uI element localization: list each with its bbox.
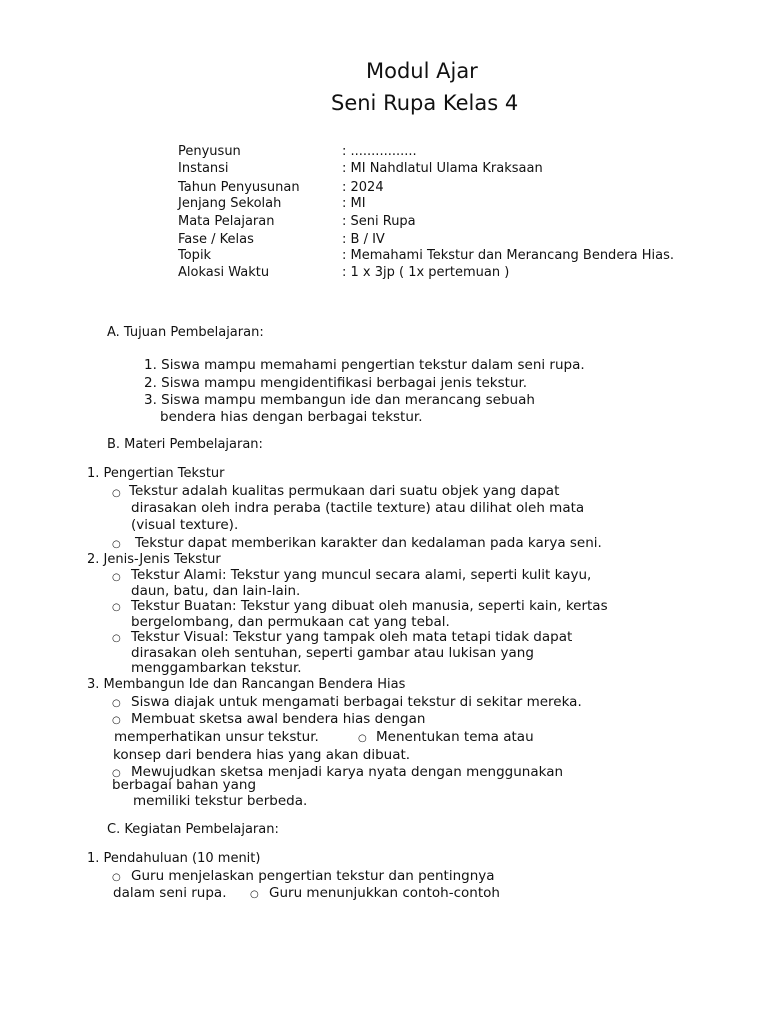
identity-label: Mata Pelajaran [178, 214, 275, 229]
document-title: Modul Ajar [366, 59, 478, 83]
identity-value: : 1 x 3jp ( 1x pertemuan ) [342, 265, 510, 280]
material-line: Tekstur Alami: Tekstur yang muncul secara alami, seperti kulit kayu, [131, 567, 592, 583]
objective-item: 2. Siswa mampu mengidentifikasi berbagai jenis tekstur. [144, 375, 528, 391]
material-line: dirasakan oleh indra peraba (tactile texture) atau dilihat oleh mata [131, 500, 585, 516]
material-line: Tekstur Visual: Tekstur yang tampak oleh mata tetapi tidak dapat [131, 629, 573, 645]
activity-line: Guru menunjukkan contoh-contoh [269, 885, 500, 901]
identity-label: Tahun Penyusunan [178, 180, 300, 195]
material-line: (visual texture). [131, 517, 239, 533]
bullet-icon: ○ [358, 733, 367, 744]
identity-value: : MI Nahdlatul Ulama Kraksaan [342, 161, 543, 176]
material-line: bergelombang, dan permukaan cat yang tebal. [131, 614, 450, 630]
bullet-icon: ○ [112, 768, 121, 779]
identity-value: : B / IV [342, 232, 385, 247]
identity-value: : ................ [342, 144, 417, 159]
identity-label: Penyusun [178, 144, 241, 159]
identity-value: : Seni Rupa [342, 214, 416, 229]
bullet-icon: ○ [112, 602, 121, 613]
material-line: Mewujudkan sketsa menjadi karya nyata dengan menggunakan [131, 764, 564, 780]
material-line: Siswa diajak untuk mengamati berbagai tekstur di sekitar mereka. [131, 694, 582, 710]
material-line: konsep dari bendera hias yang akan dibuat. [113, 747, 411, 763]
bullet-icon: ○ [112, 715, 121, 726]
material-line: Tekstur dapat memberikan karakter dan kedalaman pada karya seni. [135, 535, 602, 551]
subsection-heading: 3. Membangun Ide dan Rancangan Bendera Hias [87, 677, 406, 692]
objective-item-continued: bendera hias dengan berbagai tekstur. [160, 409, 423, 425]
bullet-icon: ○ [112, 539, 121, 550]
material-line: berbagai bahan yang [112, 777, 257, 793]
section-b-heading: B. Materi Pembelajaran: [107, 437, 263, 452]
material-line: menggambarkan tekstur. [131, 660, 302, 676]
identity-label: Alokasi Waktu [178, 265, 270, 280]
material-line: Membuat sketsa awal bendera hias dengan [131, 711, 426, 727]
bullet-icon: ○ [112, 572, 121, 583]
bullet-icon: ○ [112, 488, 121, 499]
objective-item: 1. Siswa mampu memahami pengertian tekstur dalam seni rupa. [144, 357, 585, 373]
document-subtitle: Seni Rupa Kelas 4 [331, 91, 519, 115]
material-line: daun, batu, dan lain-lain. [131, 583, 301, 599]
identity-value: : MI [342, 196, 366, 211]
identity-value: : 2024 [342, 180, 384, 195]
identity-label: Topik [178, 248, 212, 263]
identity-label: Instansi [178, 161, 229, 176]
bullet-icon: ○ [250, 889, 259, 900]
identity-label: Fase / Kelas [178, 232, 254, 247]
material-line: Menentukan tema atau [376, 729, 534, 745]
material-line: Tekstur Buatan: Tekstur yang dibuat oleh manusia, seperti kain, kertas [131, 598, 608, 614]
material-line: dirasakan oleh sentuhan, seperti gambar atau lukisan yang [131, 645, 534, 661]
section-c-heading: C. Kegiatan Pembelajaran: [107, 822, 279, 837]
bullet-icon: ○ [112, 698, 121, 709]
material-line: Tekstur adalah kualitas permukaan dari suatu objek yang dapat [129, 483, 560, 499]
material-line: memiliki tekstur berbeda. [133, 793, 308, 809]
activity-line: dalam seni rupa. [113, 885, 227, 901]
bullet-icon: ○ [112, 872, 121, 883]
activity-line: Guru menjelaskan pengertian tekstur dan pentingnya [131, 868, 495, 884]
subsection-heading: 1. Pengertian Tekstur [87, 466, 225, 481]
subsection-heading: 1. Pendahuluan (10 menit) [87, 851, 261, 866]
identity-label: Jenjang Sekolah [178, 196, 282, 211]
section-a-heading: A. Tujuan Pembelajaran: [107, 325, 264, 340]
subsection-heading: 2. Jenis-Jenis Tekstur [87, 552, 221, 567]
objective-item: 3. Siswa mampu membangun ide dan merancang sebuah [144, 392, 535, 408]
material-line: memperhatikan unsur tekstur. [114, 729, 319, 745]
identity-value: : Memahami Tekstur dan Merancang Bendera Hias. [342, 248, 675, 263]
bullet-icon: ○ [112, 633, 121, 644]
